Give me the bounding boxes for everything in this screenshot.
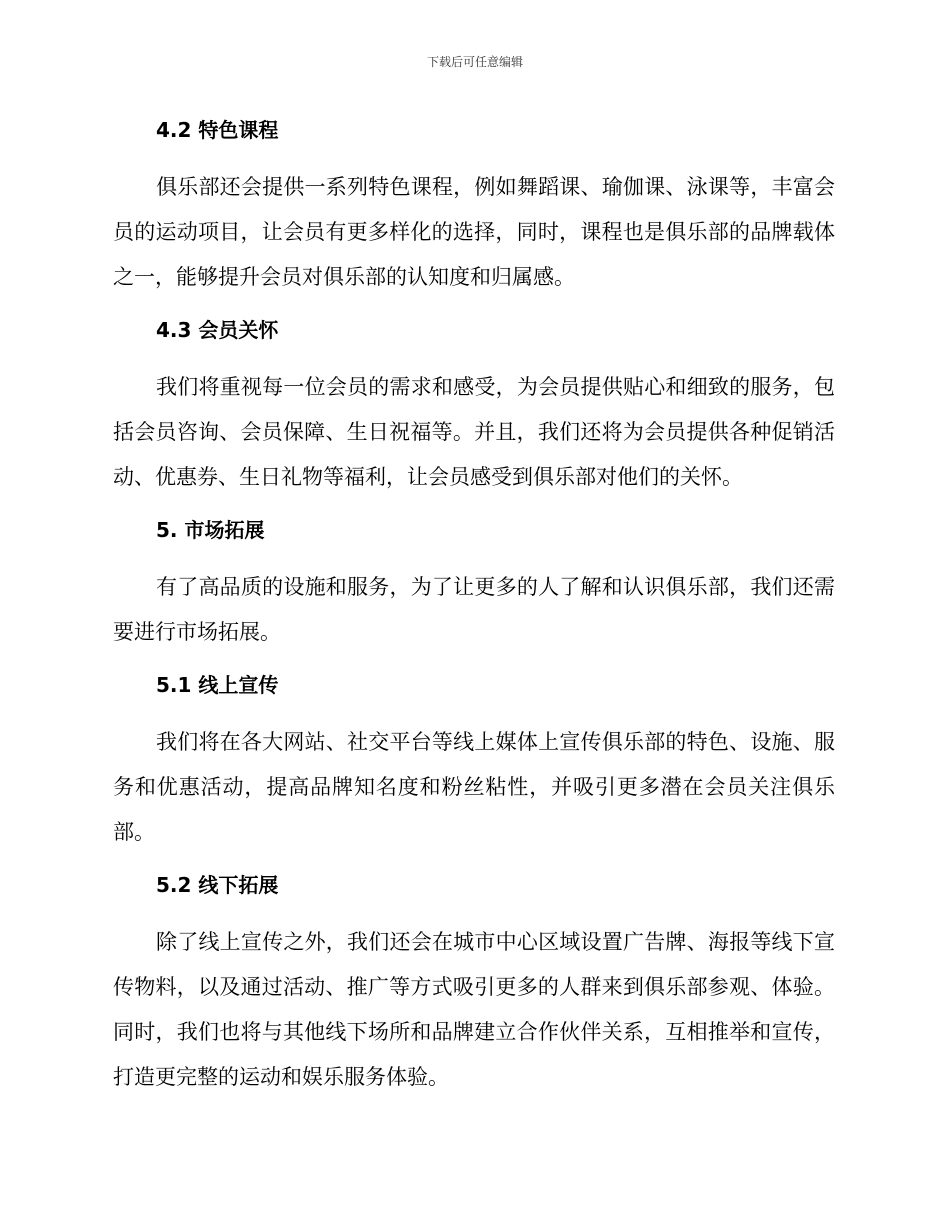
section-5 [113, 508, 835, 655]
section-4-2 [113, 108, 835, 300]
section-heading: 4.2 特色课程 [156, 118, 279, 142]
section-4-3 [113, 308, 835, 500]
page-header: 下载后可任意编辑 [426, 55, 523, 69]
section-heading: 5.2 线下拓展 [156, 873, 279, 897]
section-paragraph: 我们将在各大网站、社交平台等线上媒体上宣传俱乐部的特色、设施、服务和优惠活动，提高品牌知名度和粉丝粘性，并吸引更多潜在会员关注俱乐部。 [113, 730, 835, 844]
section-paragraph: 有了高品质的设施和服务，为了让更多的人了解和认识俱乐部，我们还需要进行市场拓展。 [113, 575, 835, 644]
section-paragraph: 除了线上宣传之外，我们还会在城市中心区域设置广告牌、海报等线下宣传物料，以及通过活动、推广等方式吸引更多的人群来到俱乐部参观、体验。同时，我们也将与其他线下场所和品牌建立合作伙伴关系，互相推举和宣传，打造更完整的运动和娱乐服务体验。 [113, 930, 835, 1089]
section-heading: 5. 市场拓展 [156, 518, 265, 542]
section-5-1 [113, 663, 835, 855]
section-heading: 5.1 线上宣传 [156, 673, 279, 697]
section-5-2 [113, 863, 835, 1100]
section-heading: 4.3 会员关怀 [156, 318, 279, 342]
section-paragraph: 我们将重视每一位会员的需求和感受，为会员提供贴心和细致的服务，包括会员咨询、会员保障、生日祝福等。并且，我们还将为会员提供各种促销活动、优惠券、生日礼物等福利，让会员感受到俱乐部对他们的关怀。 [113, 375, 835, 489]
section-paragraph: 俱乐部还会提供一系列特色课程，例如舞蹈课、瑜伽课、泳课等，丰富会员的运动项目，让会员有更多样化的选择，同时，课程也是俱乐部的品牌载体之一，能够提升会员对俱乐部的认知度和归属感。 [113, 175, 835, 289]
document-body [113, 108, 835, 1100]
